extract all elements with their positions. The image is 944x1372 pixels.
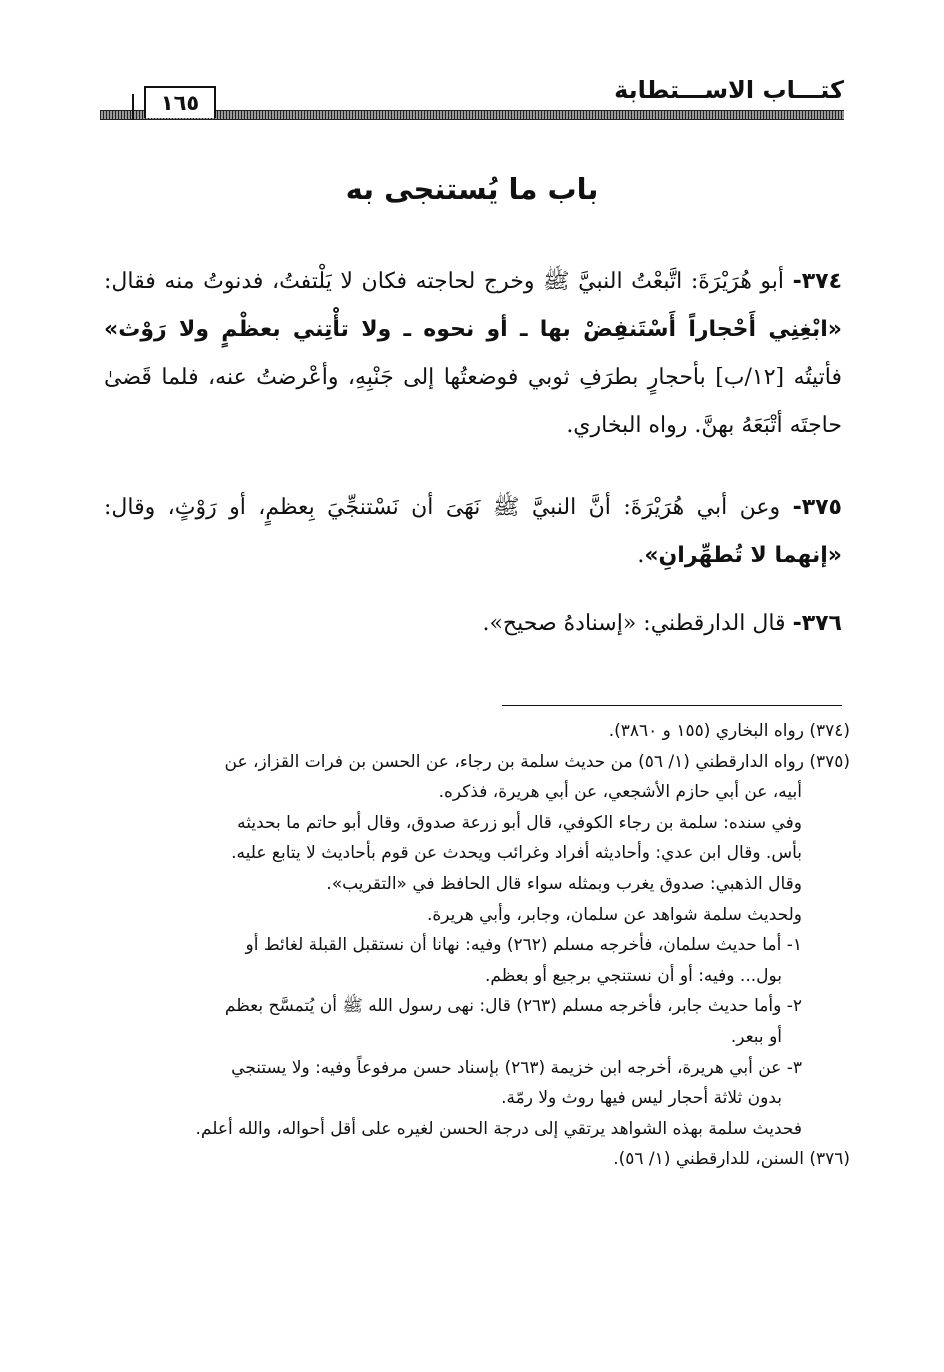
hadith-text: أبو هُرَيْرَةَ: اتَّبعْتُ النبيَّ ﷺ وخرج لحاجته فكان لا يَلْتفتُ، فدنوتُ منه فقال: [104, 269, 784, 294]
hadith-text: . [637, 543, 645, 568]
hadith-text: وعن أبي هُرَيْرَةَ: أنَّ النبيَّ ﷺ نَهَىَ أن نَسْتنجِّيَ بِعظمٍ، أو رَوْثٍ، وقال: [104, 495, 781, 520]
hadith-number: ٣٧٦- [792, 611, 842, 636]
footnote-line: (٣٧٥) رواه الدارقطني (١/ ٥٦) من حديث سلمة بن رجاء، عن الحسن بن فرات القزاز، عن [224, 751, 850, 772]
hadith-text: فأتيتُه [١٢/ب] بأحجارٍ بطرَفِ ثوبي فوضعتُها إلى جَنْبِهِ، وأعْرضتُ عنه، فلما قَضىٰ حاجتَه أتْبَعَهُ بهنَّ. رواه البخاري. [104, 365, 842, 438]
running-header [100, 72, 844, 122]
hadith-number: ٣٧٤- [792, 269, 843, 294]
hadith-number: ٣٧٥- [792, 495, 842, 520]
footnote-line: بأس. وقال ابن عدي: وأحاديثه أفراد وغرائب ويحدث عن قوم بأحاديث لا يتابع عليه. [231, 843, 802, 864]
hadith-376-paragraph [104, 600, 842, 648]
hadith-quote: «ابْغِنِي أَحْجاراً أَسْتَنفِضْ بها ـ أو نحوه ـ ولا تأْتِني بعظْمٍ ولا رَوْث» [104, 317, 842, 342]
footnote-line: ولحديث سلمة شواهد عن سلمان، وجابر، وأبي هريرة. [426, 904, 802, 925]
footnote-line: وقال الذهبي: صدوق يغرب وبمثله سواء قال الحافظ في «التقريب». [326, 873, 802, 894]
footnote-line: فحديث سلمة بهذه الشواهد يرتقي إلى درجة الحسن لغيره على أقل أحواله، والله أعلم. [195, 1118, 802, 1139]
footnote-line: وفي سنده: سلمة بن رجاء الكوفي، قال أبو زرعة صدوق، وقال أبو حاتم ما بحديثه [237, 812, 802, 833]
footnote-line: بول... وفيه: أو أن نستنجي برجيع أو بعظم. [485, 965, 782, 986]
hadith-374-paragraph [104, 258, 842, 450]
footnote-line: بدون ثلاثة أحجار ليس فيها روث ولا رمّة. [501, 1088, 782, 1109]
footnote-line: أبيه، عن أبي حازم الأشجعي، عن أبي هريرة، فذكره. [438, 782, 802, 803]
hadith-text: قال الدارقطني: «إسنادهُ صحيح». [482, 611, 786, 636]
chapter-title: باب ما يُستنجى به [345, 172, 599, 206]
footnote-separator [502, 705, 842, 706]
footnote-line: (٣٧٦) السنن، للدارقطني (١/ ٥٦). [613, 1149, 850, 1170]
footnote-line: ٣- عن أبي هريرة، أخرجه ابن خزيمة (٢٦٣) بإسناد حسن مرفوعاً وفيه: ولا يستنجي [231, 1057, 802, 1078]
book-section-title: كتـــاب الاســـتطابة [614, 76, 844, 104]
footnotes [104, 716, 850, 1175]
footnote-line: ١- أما حديث سلمان، فأخرجه مسلم (٢٦٢) وفيه: نهانا أن نستقبل القبلة لغائط أو [245, 935, 802, 956]
footnote-line: أو ببعر. [730, 1026, 782, 1047]
footnote-line: (٣٧٤) رواه البخاري (١٥٥ و ٣٨٦٠). [608, 721, 850, 741]
footnote-line: ٢- وأما حديث جابر، فأخرجه مسلم (٢٦٣) قال: نهى رسول الله ﷺ أن يُتمسَّح بعظم [224, 996, 802, 1017]
hadith-375-paragraph [104, 484, 842, 580]
page-number: ١٦٥ [144, 86, 216, 118]
hadith-quote: «إنهما لا تُطهِّرانِ» [644, 543, 842, 568]
